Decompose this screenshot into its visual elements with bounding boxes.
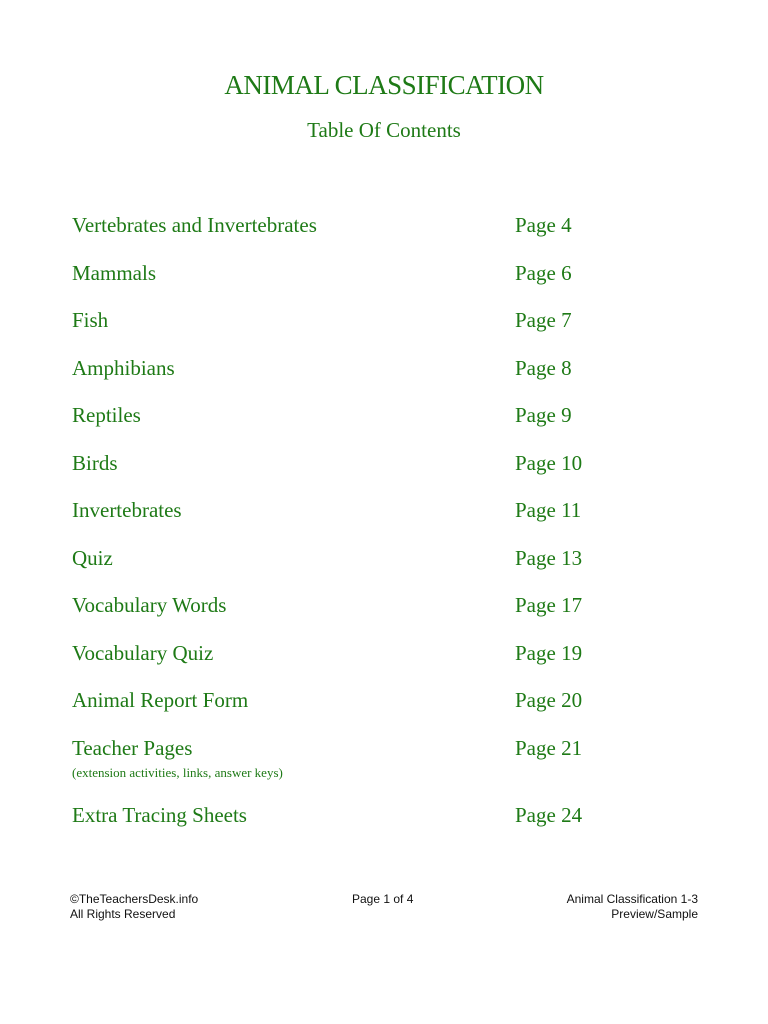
footer-doc-status: Preview/Sample xyxy=(611,907,698,921)
toc-entry-label: Reptiles xyxy=(72,403,141,427)
toc-entry-label: Mammals xyxy=(72,260,156,285)
footer-copyright: ©TheTeachersDesk.info xyxy=(70,892,199,906)
toc-entry-label: Quiz xyxy=(72,545,113,570)
toc-entry-page: Page 19 xyxy=(515,640,583,665)
footer-page-block xyxy=(352,892,413,907)
toc-entry-page: Page 24 xyxy=(515,802,583,827)
toc-entry xyxy=(72,443,692,491)
footer-rights: All Rights Reserved xyxy=(70,907,176,921)
page-footer xyxy=(70,892,698,926)
toc-entry-page: Page 6 xyxy=(515,260,572,285)
document-title: ANIMAL CLASSIFICATION xyxy=(224,70,544,100)
footer-page-indicator: Page 1 of 4 xyxy=(352,892,414,906)
toc-entry xyxy=(72,395,692,443)
toc-entry-label: Vertebrates and Invertebrates xyxy=(72,213,317,237)
toc-entry-page: Page 10 xyxy=(515,450,583,475)
toc-entry-label: Amphibians xyxy=(72,355,175,380)
toc-entry-label: Teacher Pages xyxy=(72,735,193,760)
toc-entry-page: Page 21 xyxy=(515,735,583,760)
document-subtitle: Table Of Contents xyxy=(307,118,461,142)
toc-entry-note: (extension activities, links, answer keys) xyxy=(72,764,283,780)
toc-entry xyxy=(72,585,692,633)
footer-doc-name: Animal Classification 1-3 xyxy=(566,892,698,906)
toc-entry-page: Page 20 xyxy=(515,688,583,712)
toc-entry xyxy=(72,490,692,538)
toc-entry xyxy=(72,728,692,795)
toc-entry-page: Page 17 xyxy=(515,593,583,617)
toc-entry-label: Invertebrates xyxy=(72,498,182,522)
toc-entry-label: Animal Report Form xyxy=(72,688,249,712)
toc-entry xyxy=(72,253,692,301)
toc-entry-page: Page 9 xyxy=(515,403,572,427)
toc-entry xyxy=(72,205,692,253)
footer-copyright-block xyxy=(70,892,198,922)
toc-entry xyxy=(72,795,692,843)
toc-entry-label: Extra Tracing Sheets xyxy=(72,802,247,827)
toc-entry-label: Fish xyxy=(72,308,109,332)
toc-entry xyxy=(72,538,692,586)
toc-entry-page: Page 11 xyxy=(515,498,582,522)
toc-entry-label: Birds xyxy=(72,450,118,475)
toc-entry-label: Vocabulary Quiz xyxy=(72,640,214,665)
toc-entry-page: Page 8 xyxy=(515,355,572,380)
toc-entry xyxy=(72,300,692,348)
toc-entry-label: Vocabulary Words xyxy=(72,593,227,617)
toc-entry xyxy=(72,680,692,728)
toc-entry-page: Page 4 xyxy=(515,213,572,237)
toc-entry-page: Page 13 xyxy=(515,545,583,570)
table-of-contents xyxy=(72,205,692,842)
footer-doc-block xyxy=(567,892,698,922)
toc-entry xyxy=(72,633,692,681)
toc-entry xyxy=(72,348,692,396)
toc-entry-page: Page 7 xyxy=(515,308,572,332)
